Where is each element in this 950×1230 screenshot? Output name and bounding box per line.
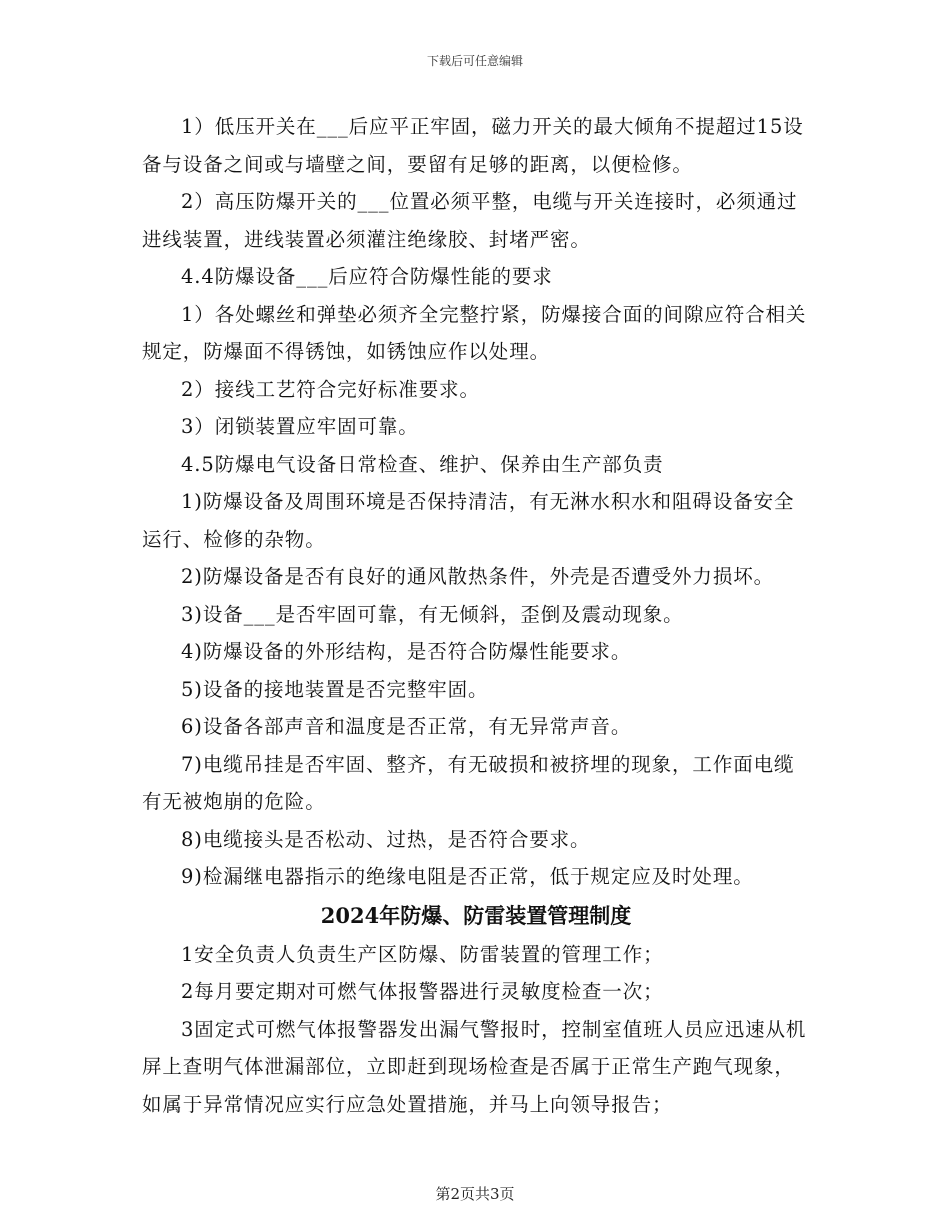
paragraph: 6)设备各部声音和温度是否正常，有无异常声音。 xyxy=(181,715,632,738)
paragraph: 2)防爆设备是否有良好的通风散热条件，外壳是否遭受外力损坏。 xyxy=(181,565,775,588)
paragraph: 2）高压防爆开关的___位置必须平整，电缆与开关连接时，必须通过进线装置，进线装置必须灌注绝缘胶、封堵严密。 xyxy=(142,190,798,251)
paragraph: 3）闭锁装置应牢固可靠。 xyxy=(181,415,419,438)
paragraph: 7)电缆吊挂是否牢固、整齐，有无破损和被挤埋的现象，工作面电缆有无被炮崩的危险。 xyxy=(142,752,795,813)
paragraph: 5)设备的接地装置是否完整牢固。 xyxy=(181,677,489,701)
paragraph: 1)防爆设备及周围环境是否保持清洁，有无淋水积水和阻碍设备安全运行、检修的杂物。 xyxy=(142,490,795,551)
paragraph: 4.5防爆电气设备日常检查、维护、保养由生产部负责 xyxy=(181,452,664,476)
paragraph: 9)检漏继电器指示的绝缘电阻是否正常，低于规定应及时处理。 xyxy=(181,865,754,888)
paragraph: 3)设备___是否牢固可靠，有无倾斜，歪倒及震动现象。 xyxy=(181,602,684,626)
paragraph: 1）各处螺丝和弹垫必须齐全完整拧紧，防爆接合面的间隙应符合相关规定，防爆面不得锈蚀，如锈蚀应作以处理。 xyxy=(142,302,807,363)
paragraph: 2每月要定期对可燃气体报警器进行灵敏度检查一次； xyxy=(181,980,664,1003)
document-body xyxy=(142,108,810,1123)
paragraph: 1安全负责人负责生产区防爆、防雷装置的管理工作； xyxy=(181,942,664,966)
section-title: 2024年防爆、防雷装置管理制度 xyxy=(320,902,632,928)
paragraph: 2）接线工艺符合完好标准要求。 xyxy=(181,377,480,401)
page-footer: 第2页共3页 xyxy=(435,1185,515,1203)
paragraph: 1）低压开关在___后应平正牢固，磁力开关的最大倾角不提超过15设备与设备之间或与墙壁之间，要留有足够的距离，以便检修。 xyxy=(142,115,804,176)
paragraph: 4)防爆设备的外形结构，是否符合防爆性能要求。 xyxy=(181,640,632,663)
page-header: 下载后可任意编辑 xyxy=(426,54,523,68)
paragraph: 3固定式可燃气体报警器发出漏气警报时，控制室值班人员应迅速从机屏上查明气体泄漏部位，立即赶到现场检查是否属于正常生产跑气现象，如属于异常情况应实行应急处置措施，并马上向领导报告； xyxy=(142,1017,807,1116)
paragraph: 8)电缆接头是否松动、过热，是否符合要求。 xyxy=(181,827,591,851)
paragraph: 4.4防爆设备___后应符合防爆性能的要求 xyxy=(181,265,553,288)
